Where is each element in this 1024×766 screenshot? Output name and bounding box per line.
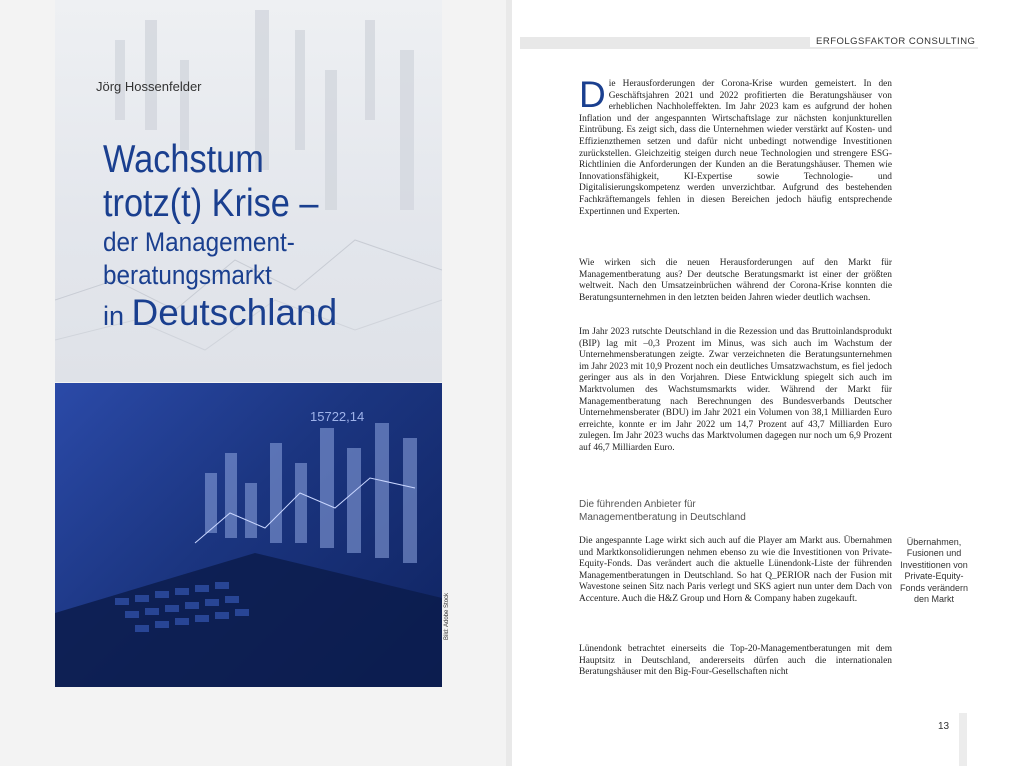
dropcap: D <box>579 74 606 115</box>
article-title <box>103 138 348 342</box>
photo-graphic <box>55 383 442 687</box>
subheading-line-1: Die führenden Anbieter für <box>579 499 696 510</box>
body-text-top <box>579 74 892 218</box>
title-line-5 <box>103 292 348 342</box>
page-edge-tab <box>959 713 967 766</box>
title-line-2: trotz(t) Krise – <box>103 182 319 225</box>
title-line-3: der Management- <box>103 227 295 257</box>
subheading-line-2: Managementberatung in Deutschland <box>579 512 746 523</box>
body-text-5 <box>579 644 892 679</box>
author-name: Jörg Hossenfelder <box>96 79 202 94</box>
body-text-2 <box>579 258 892 304</box>
paragraph-4: Die angespannte Lage wirkt sich auch auf die Player am Markt aus. Übernahmen und Marktkonsolidierungen nehmen ebenso zu wie die Investitionen von Private-Equity-Fonds. Das verändert auch die aktuelle Lünendonk-Liste der führenden Managementberatungen in Deutschland. So hat Q_PERIOR nach der Fusion mit Wavestone seinen Sitz nach Paris verlegt und SKS agiert nun unter dem Dach von Accenture. Auch die H&Z Group und Horn & Company haben zugekauft. <box>579 536 892 604</box>
title-line-4: beratungsmarkt <box>103 260 272 290</box>
paragraph-2: Wie wirken sich die neuen Herausforderungen auf den Markt für Managementberatung aus? Der deutsche Beratungsmarkt ist einer der größten weltweit. Nach den Umsatzeinbrüchen während der Corona-Krise konnten die Beratungsunternehmen in den letzten beiden Jahren wieder deutlich wachsen. <box>579 258 892 303</box>
section-header: ERFOLGSFAKTOR CONSULTING <box>810 36 979 47</box>
paragraph-5: Lünendonk betrachtet einerseits die Top-20-Managementberatungen mit dem Hauptsitz in Deutschland, andererseits dürfen auch die internationalen Beratungshäuser mit den Big-Four-Gesellschaften nicht <box>579 644 892 678</box>
paragraph-1: ie Herausforderungen der Corona-Krise wurden gemeistert. In den Geschäftsjahren 2021 und 2022 profitierten die Beratungshäuser von erheblichen Nachholeffekten. Im Jahr 2023 kam es aufgrund der hohen Inflation und der angespannten Wirtschaftslage zur nächsten konjunkturellen Eintrübung. Es zeigt sich, dass die Unternehmen wieder verstärkt auf Kosten- und Effizienzthemen setzen und dafür nicht unbedingt notwendige Investitionen zurückstellen. Gleichzeitig steigen durch neue Technologien und strengere ESG-Richtlinien die Anforderungen der Kunden an die Beratungshäuser. Themen wie Innovationsfähigkeit, KI-Expertise sowie Technologie- und Digitalisierungskompetenz werden unverzichtbar. Aufgrund des bestehenden Fachkräftemangels fehlen in diesen Bereichen jedoch häufig entsprechende Expertinnen und Experten. <box>579 79 892 217</box>
title-line-1: Wachstum <box>103 138 264 181</box>
body-text-4 <box>579 536 892 606</box>
photo-number: 15722,14 <box>310 409 365 424</box>
page-number: 13 <box>938 721 950 732</box>
paragraph-3: Im Jahr 2023 rutschte Deutschland in die Rezession und das Bruttoinlandsprodukt (BIP) lag mit –0,3 Prozent im Minus, was sich auch im Wachstum der Unternehmensberatungen zeigte. Zwar verzeichneten die Beratungsunternehmen im Jahr 2023 mit 10,9 Prozent noch ein deutliches Umsatzwachstum, es fiel jedoch geringer aus als in den Vorjahren. Diese Entwicklung spiegelt sich auch im Marktvolumen des Wachstumsmarkts wider. Während der Markt für Managementberatung nach Berechnungen des Bundesverbands Deutscher Unternehmensberater (BDU) im Jahr 2021 ein Volumen von 38,1 Milliarden Euro erreichte, konnte er im Jahr 2022 um 14,7 Prozent auf 43,7 Milliarden Euro zulegen. Im Jahr 2023 wuchs das Marktvolumen dagegen nur noch um 6,9 Prozent auf 46,7 Milliarden Euro. <box>579 327 892 453</box>
subheading <box>579 498 746 524</box>
margin-note: Übernahmen, Fusionen und Investitionen von Private-Equity-Fonds verändern den Markt <box>899 537 969 605</box>
body-text-3 <box>579 327 892 455</box>
left-page <box>0 0 506 766</box>
title-in: in <box>103 301 132 331</box>
photo-credit: Bild: Adobe Stock <box>444 592 450 640</box>
title-deutschland: Deutschland <box>131 292 338 333</box>
laptop-chart-photo <box>55 383 442 687</box>
